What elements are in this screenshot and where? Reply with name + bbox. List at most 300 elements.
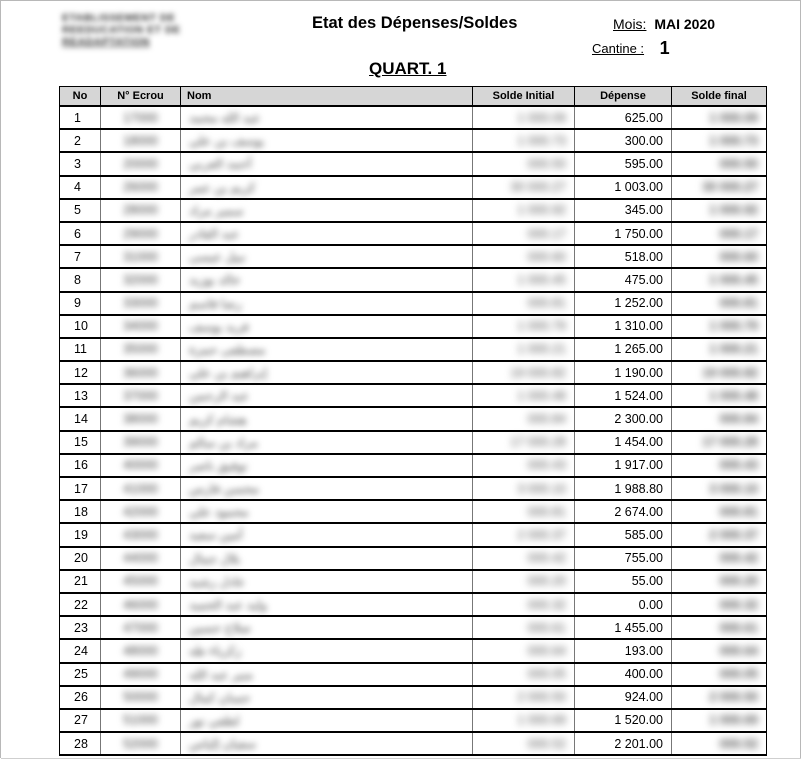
cell-ecrou-value: 31000 — [123, 249, 158, 264]
cell-depense: 1 520.00 — [575, 709, 672, 732]
cell-solde-final — [672, 199, 767, 222]
cell-solde-final-value: 000.17 — [719, 226, 758, 241]
cell-depense: 1 310.00 — [575, 315, 672, 338]
table-row — [60, 593, 767, 616]
cell-ecrou-value: 52000 — [123, 736, 158, 751]
cell-nom — [181, 361, 473, 384]
cell-ecrou-value: 32000 — [123, 272, 158, 287]
cell-solde-final — [672, 686, 767, 709]
table-row — [60, 431, 767, 454]
cell-nom — [181, 500, 473, 523]
cantine-value: 1 — [659, 38, 670, 58]
cell-solde-final-value: 000.64 — [719, 643, 758, 658]
cell-solde-final — [672, 384, 767, 407]
cell-solde-initial-value: 1 000.48 — [517, 388, 566, 403]
table-row — [60, 106, 767, 129]
cell-ecrou-value: 50000 — [123, 690, 158, 705]
cell-ecrou-value: 45000 — [123, 574, 158, 589]
cell-solde-initial-value: 000.81 — [527, 296, 566, 311]
cell-ecrou — [101, 639, 181, 662]
cell-ecrou-value: 41000 — [123, 481, 158, 496]
cell-depense: 475.00 — [575, 268, 672, 291]
cell-no: 10 — [60, 315, 101, 338]
cell-solde-initial-value: 000.43 — [527, 458, 566, 473]
cell-nom — [181, 268, 473, 291]
cell-no: 24 — [60, 639, 101, 662]
cell-solde-initial — [473, 176, 575, 199]
cell-ecrou-value: 33000 — [123, 296, 158, 311]
table-row — [60, 477, 767, 500]
cell-ecrou-value: 36000 — [123, 365, 158, 380]
cell-solde-final-value: 000.50 — [719, 156, 758, 171]
table-row — [60, 268, 767, 291]
cell-solde-initial — [473, 361, 575, 384]
cell-nom — [181, 639, 473, 662]
cell-depense: 924.00 — [575, 686, 672, 709]
cell-solde-initial-value: 000.05 — [527, 667, 566, 682]
cell-solde-initial-value: 000.60 — [527, 249, 566, 264]
cell-no: 3 — [60, 152, 101, 175]
cell-ecrou — [101, 106, 181, 129]
cell-solde-initial-value: 000.84 — [527, 412, 566, 427]
cell-solde-initial-value: 000.61 — [527, 620, 566, 635]
cell-solde-initial — [473, 407, 575, 430]
cell-solde-final-value: 19 000.82 — [702, 365, 758, 380]
col-header-no: No — [60, 87, 101, 107]
cell-nom-value: منير عبد الله — [189, 667, 253, 682]
cell-solde-initial — [473, 616, 575, 639]
cell-nom-value: يوسف بن علي — [189, 134, 265, 149]
table-row — [60, 500, 767, 523]
cell-depense: 595.00 — [575, 152, 672, 175]
cell-ecrou — [101, 454, 181, 477]
cell-solde-final-value: 1 000.92 — [709, 203, 758, 218]
cell-solde-final — [672, 732, 767, 755]
cell-ecrou-value: 28000 — [123, 203, 158, 218]
cell-ecrou-value: 18000 — [123, 133, 158, 148]
cell-ecrou-value: 42000 — [123, 504, 158, 519]
cell-depense: 1 190.00 — [575, 361, 672, 384]
month-value: MAI 2020 — [654, 16, 716, 32]
cell-solde-final-value: 1 000.79 — [709, 319, 758, 334]
cell-depense: 1 524.00 — [575, 384, 672, 407]
cell-solde-initial — [473, 639, 575, 662]
cell-solde-final-value: 1 000.21 — [709, 342, 758, 357]
cell-no: 5 — [60, 199, 101, 222]
cell-no: 2 — [60, 129, 101, 152]
cell-solde-initial-value: 000.17 — [527, 226, 566, 241]
cell-ecrou — [101, 384, 181, 407]
cell-nom-value: حسان كمال — [189, 690, 251, 705]
cell-nom — [181, 407, 473, 430]
cell-ecrou — [101, 407, 181, 430]
cell-solde-initial-value: 1 000.69 — [517, 713, 566, 728]
cell-solde-initial-value: 000.81 — [527, 504, 566, 519]
cell-solde-final — [672, 616, 767, 639]
cell-ecrou-value: 44000 — [123, 551, 158, 566]
cell-no: 27 — [60, 709, 101, 732]
cell-solde-final-value: 000.05 — [719, 667, 758, 682]
cell-depense: 2 201.00 — [575, 732, 672, 755]
cell-solde-final-value: 30 000.27 — [702, 180, 758, 195]
cell-solde-final — [672, 500, 767, 523]
cell-nom-value: بلال جمال — [189, 551, 241, 566]
cell-solde-initial — [473, 663, 575, 686]
cell-nom-value: عبد القادر — [189, 227, 240, 242]
cell-solde-initial-value: 17 000.28 — [510, 435, 566, 450]
table-row — [60, 709, 767, 732]
cell-nom-value: سفيان إلياس — [189, 737, 257, 752]
cell-no: 18 — [60, 500, 101, 523]
cell-solde-final — [672, 361, 767, 384]
page-title: Etat des Dépenses/Soldes — [312, 14, 518, 32]
cell-depense: 2 674.00 — [575, 500, 672, 523]
cell-solde-initial — [473, 593, 575, 616]
cell-ecrou-value: 48000 — [123, 643, 158, 658]
institution-name — [62, 12, 202, 48]
table-row — [60, 152, 767, 175]
cell-nom — [181, 245, 473, 268]
table-row — [60, 245, 767, 268]
cell-solde-final-value: 1 000.73 — [709, 133, 758, 148]
cell-nom — [181, 570, 473, 593]
cell-solde-final — [672, 570, 767, 593]
section-title: QUART. 1 — [369, 59, 447, 78]
cell-nom — [181, 686, 473, 709]
cell-ecrou-value: 43000 — [123, 527, 158, 542]
cell-ecrou-value: 35000 — [123, 342, 158, 357]
cell-solde-final-value: 3 000.10 — [709, 481, 758, 496]
cell-ecrou-value: 37000 — [123, 388, 158, 403]
cell-solde-initial-value: 1 000.92 — [517, 203, 566, 218]
cell-depense: 2 300.00 — [575, 407, 672, 430]
cell-solde-initial-value: 000.50 — [527, 156, 566, 171]
cell-depense: 1 003.00 — [575, 176, 672, 199]
cell-ecrou-value: 39000 — [123, 435, 158, 450]
cell-solde-final — [672, 407, 767, 430]
cell-depense: 1 252.00 — [575, 292, 672, 315]
cell-ecrou — [101, 593, 181, 616]
cell-solde-final — [672, 709, 767, 732]
cell-solde-final — [672, 454, 767, 477]
cell-solde-initial — [473, 384, 575, 407]
cell-ecrou — [101, 245, 181, 268]
cell-nom-value: رضا قاسم — [189, 296, 242, 311]
cell-depense: 1 988.80 — [575, 477, 672, 500]
cell-solde-initial — [473, 245, 575, 268]
cell-solde-initial-value: 000.42 — [527, 551, 566, 566]
cell-depense: 400.00 — [575, 663, 672, 686]
cell-solde-initial — [473, 431, 575, 454]
cell-solde-initial — [473, 454, 575, 477]
cell-solde-final-value: 1 000.69 — [709, 713, 758, 728]
cell-nom-value: أحمد العربي — [189, 157, 252, 172]
cell-solde-initial — [473, 523, 575, 546]
cell-ecrou — [101, 663, 181, 686]
table-row — [60, 176, 767, 199]
cell-solde-initial-value: 19 000.82 — [510, 365, 566, 380]
cell-solde-initial — [473, 477, 575, 500]
month-label: Mois: — [613, 16, 647, 32]
cell-ecrou — [101, 361, 181, 384]
cell-ecrou-value: 49000 — [123, 667, 158, 682]
cell-nom-value: كريم بن عمر — [189, 180, 256, 195]
cell-nom — [181, 593, 473, 616]
cell-ecrou — [101, 199, 181, 222]
cell-nom-value: خالد بوزيد — [189, 273, 241, 288]
cell-no: 1 — [60, 106, 101, 129]
cell-nom-value: محمود علي — [189, 505, 249, 520]
cell-no: 13 — [60, 384, 101, 407]
cell-nom — [181, 106, 473, 129]
cell-solde-initial — [473, 547, 575, 570]
cell-depense: 1 917.00 — [575, 454, 672, 477]
cell-solde-initial-value: 3 000.10 — [517, 481, 566, 496]
cell-solde-final-value: 000.84 — [719, 412, 758, 427]
table-row — [60, 732, 767, 755]
cell-solde-final — [672, 523, 767, 546]
cell-solde-final-value: 000.32 — [719, 597, 758, 612]
cell-depense: 345.00 — [575, 199, 672, 222]
cell-solde-final — [672, 431, 767, 454]
cell-solde-initial — [473, 106, 575, 129]
cell-ecrou — [101, 338, 181, 361]
cell-solde-final — [672, 129, 767, 152]
month-field — [613, 16, 715, 32]
expenses-table — [59, 86, 767, 756]
table-row — [60, 199, 767, 222]
cell-depense: 585.00 — [575, 523, 672, 546]
cantine-field — [592, 37, 670, 58]
cell-solde-initial — [473, 686, 575, 709]
cell-no: 25 — [60, 663, 101, 686]
cell-nom-value: إبراهيم بن علي — [189, 366, 267, 381]
table-body — [60, 106, 767, 755]
cell-ecrou-value: 51000 — [123, 713, 158, 728]
cell-no: 15 — [60, 431, 101, 454]
cell-no: 8 — [60, 268, 101, 291]
cell-depense: 625.00 — [575, 106, 672, 129]
cell-solde-final-value: 000.81 — [719, 296, 758, 311]
cell-ecrou-value: 26000 — [123, 180, 158, 195]
cell-no: 20 — [60, 547, 101, 570]
cell-solde-initial — [473, 222, 575, 245]
cell-nom — [181, 454, 473, 477]
cell-nom-value: هشام كريم — [189, 412, 247, 427]
cell-ecrou-value: 17000 — [123, 110, 158, 125]
cell-solde-final — [672, 245, 767, 268]
cell-solde-initial-value: 000.20 — [527, 574, 566, 589]
cell-ecrou-value: 34000 — [123, 319, 158, 334]
cell-solde-final-value: 1 000.48 — [709, 388, 758, 403]
cell-solde-initial-value: 000.32 — [527, 597, 566, 612]
cell-solde-initial-value: 000.52 — [527, 736, 566, 751]
cell-solde-final — [672, 593, 767, 616]
cell-depense: 518.00 — [575, 245, 672, 268]
cell-solde-final-value: 17 000.28 — [702, 435, 758, 450]
cell-solde-final — [672, 477, 767, 500]
cell-nom — [181, 663, 473, 686]
cell-solde-final — [672, 639, 767, 662]
cell-ecrou — [101, 523, 181, 546]
cell-solde-final-value: 000.81 — [719, 504, 758, 519]
cell-nom — [181, 732, 473, 755]
cell-nom — [181, 709, 473, 732]
org-line-3: READAPTATION — [62, 36, 150, 48]
cell-depense: 0.00 — [575, 593, 672, 616]
cell-solde-initial-value: 1 000.79 — [517, 319, 566, 334]
cell-solde-final-value: 000.52 — [719, 736, 758, 751]
cell-nom — [181, 152, 473, 175]
cell-solde-final — [672, 315, 767, 338]
table-row — [60, 639, 767, 662]
cell-ecrou — [101, 616, 181, 639]
cell-solde-final-value: 2 000.37 — [709, 527, 758, 542]
cell-solde-final — [672, 106, 767, 129]
cell-nom — [181, 292, 473, 315]
cell-solde-final — [672, 663, 767, 686]
cell-solde-initial — [473, 338, 575, 361]
cell-ecrou — [101, 176, 181, 199]
cell-no: 14 — [60, 407, 101, 430]
cell-nom — [181, 547, 473, 570]
table-row — [60, 454, 767, 477]
cell-ecrou — [101, 268, 181, 291]
cell-solde-final — [672, 547, 767, 570]
cell-no: 6 — [60, 222, 101, 245]
cell-nom-value: عبد الرحمن — [189, 389, 249, 404]
cell-depense: 193.00 — [575, 639, 672, 662]
cell-nom — [181, 199, 473, 222]
cell-ecrou — [101, 129, 181, 152]
cell-no: 16 — [60, 454, 101, 477]
cell-no: 21 — [60, 570, 101, 593]
col-header-solde-initial: Solde Initial — [473, 87, 575, 107]
cell-nom-value: توفيق ناصر — [189, 458, 248, 473]
cell-no: 12 — [60, 361, 101, 384]
cell-depense: 300.00 — [575, 129, 672, 152]
cell-nom-value: مصطفى حمزة — [189, 342, 266, 357]
cell-nom — [181, 315, 473, 338]
cell-ecrou — [101, 152, 181, 175]
cell-depense: 1 454.00 — [575, 431, 672, 454]
cell-ecrou-value: 40000 — [123, 458, 158, 473]
cell-ecrou — [101, 732, 181, 755]
cell-ecrou — [101, 500, 181, 523]
cell-ecrou-value: 46000 — [123, 597, 158, 612]
cell-solde-initial-value: 2 000.37 — [517, 527, 566, 542]
cell-solde-final — [672, 338, 767, 361]
cell-solde-initial — [473, 732, 575, 755]
cell-nom-value: فريد يوسف — [189, 319, 249, 334]
table-row — [60, 292, 767, 315]
table-row — [60, 338, 767, 361]
cell-nom-value: سمير مراد — [189, 203, 244, 218]
cell-solde-final-value: 1 000.45 — [709, 272, 758, 287]
cell-nom-value: مراد بن سالم — [189, 435, 258, 450]
cell-solde-final — [672, 152, 767, 175]
cell-no: 7 — [60, 245, 101, 268]
cell-ecrou — [101, 477, 181, 500]
cell-nom — [181, 523, 473, 546]
cell-no: 28 — [60, 732, 101, 755]
cell-no: 26 — [60, 686, 101, 709]
table-row — [60, 384, 767, 407]
cell-solde-final-value: 000.42 — [719, 551, 758, 566]
cell-solde-initial-value: 30 000.27 — [510, 180, 566, 195]
cell-ecrou — [101, 315, 181, 338]
cell-solde-initial-value: 000.64 — [527, 643, 566, 658]
cell-solde-final — [672, 268, 767, 291]
cell-depense: 55.00 — [575, 570, 672, 593]
cell-solde-initial-value: 1 000.73 — [517, 133, 566, 148]
cell-no: 19 — [60, 523, 101, 546]
cell-nom — [181, 338, 473, 361]
cell-solde-final — [672, 176, 767, 199]
cell-solde-final-value: 1 000.09 — [709, 110, 758, 125]
cell-nom-value: نبيل عيسى — [189, 250, 246, 265]
cell-ecrou — [101, 547, 181, 570]
cell-solde-initial — [473, 315, 575, 338]
cell-nom — [181, 176, 473, 199]
cell-depense: 1 750.00 — [575, 222, 672, 245]
cell-no: 23 — [60, 616, 101, 639]
cell-no: 11 — [60, 338, 101, 361]
cell-nom — [181, 477, 473, 500]
cell-nom-value: عبد الله محمد — [189, 111, 261, 126]
cell-solde-initial — [473, 199, 575, 222]
cell-solde-initial — [473, 500, 575, 523]
col-header-solde-final: Solde final — [672, 87, 767, 107]
table-row — [60, 361, 767, 384]
cell-solde-initial — [473, 268, 575, 291]
cell-nom-value: وليد عبد الحميد — [189, 598, 267, 613]
col-header-ecrou: N° Ecrou — [101, 87, 181, 107]
cell-nom-value: زكرياء طه — [189, 644, 242, 659]
cell-solde-final-value: 2 000.50 — [709, 690, 758, 705]
cell-solde-initial-value: 2 000.50 — [517, 690, 566, 705]
table-row — [60, 616, 767, 639]
cell-ecrou — [101, 222, 181, 245]
cell-solde-final-value: 000.61 — [719, 620, 758, 635]
cell-solde-initial — [473, 129, 575, 152]
cell-ecrou — [101, 431, 181, 454]
cell-nom-value: محسن فارس — [189, 482, 259, 497]
cell-depense: 1 265.00 — [575, 338, 672, 361]
col-header-nom: Nom — [181, 87, 473, 107]
cell-solde-initial — [473, 292, 575, 315]
cell-ecrou — [101, 686, 181, 709]
table-header-row — [60, 87, 767, 107]
cell-ecrou-value: 20000 — [123, 156, 158, 171]
cell-solde-initial — [473, 570, 575, 593]
cell-ecrou-value: 29000 — [123, 226, 158, 241]
cell-nom-value: أمين سعيد — [189, 528, 243, 543]
cell-no: 22 — [60, 593, 101, 616]
cell-nom-value: عادل رشيد — [189, 574, 246, 589]
cell-solde-final-value: 000.43 — [719, 458, 758, 473]
cell-solde-initial — [473, 709, 575, 732]
cell-no: 4 — [60, 176, 101, 199]
cell-nom — [181, 616, 473, 639]
cell-no: 9 — [60, 292, 101, 315]
table-row — [60, 129, 767, 152]
table-row — [60, 686, 767, 709]
cell-ecrou — [101, 292, 181, 315]
cell-ecrou — [101, 570, 181, 593]
cell-solde-initial-value: 1 000.09 — [517, 110, 566, 125]
cell-nom — [181, 431, 473, 454]
